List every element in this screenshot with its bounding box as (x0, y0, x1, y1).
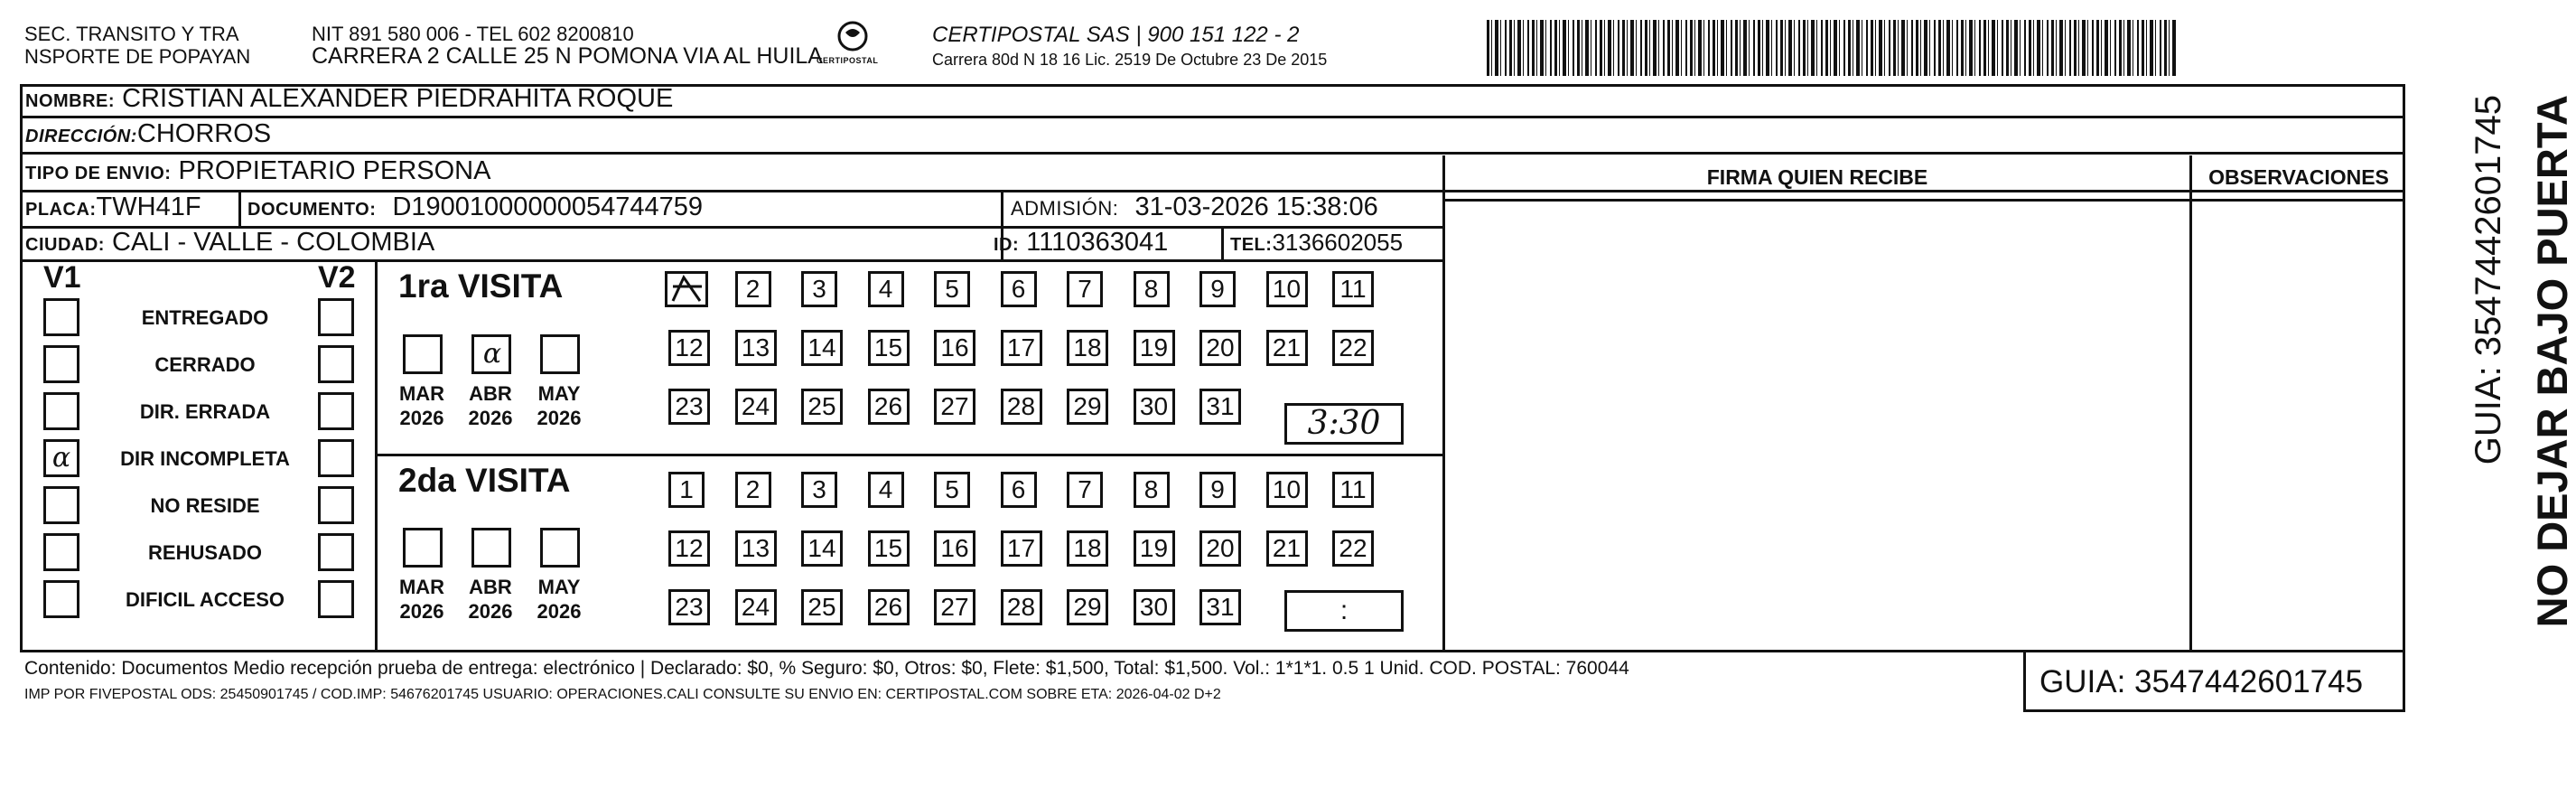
address-line: CARRERA 2 CALLE 25 N POMONA VIA AL HUILA (312, 43, 823, 69)
month-label (393, 575, 451, 624)
month-checkbox[interactable] (471, 334, 511, 374)
day-box[interactable]: 22 (1332, 530, 1374, 567)
month-year: 2026 (468, 600, 513, 623)
day-box[interactable]: 30 (1134, 389, 1175, 425)
license-line: Carrera 80d N 18 16 Lic. 2519 De Octubre 23 De 2015 (932, 51, 1328, 69)
day-box[interactable]: 30 (1134, 589, 1175, 625)
crossed-out-mark-icon (667, 274, 705, 305)
status-label: DIFICIL ACCESO (125, 588, 285, 611)
carrier-info (932, 23, 1327, 71)
v2-checkbox[interactable] (318, 580, 354, 618)
v2-checkbox[interactable] (318, 392, 354, 430)
month-label (462, 381, 519, 430)
month-name: MAY (537, 576, 581, 598)
admision-field (1011, 193, 1378, 222)
day-box[interactable]: 27 (934, 589, 975, 625)
handwritten-check-mark: α (482, 338, 502, 370)
day-box[interactable]: 9 (1199, 472, 1236, 508)
id-value: 1110363041 (1026, 228, 1169, 257)
day-box[interactable]: 1 (668, 472, 705, 508)
day-box[interactable]: 18 (1067, 530, 1108, 567)
month-checkbox[interactable] (403, 528, 443, 568)
day-box[interactable]: 20 (1199, 530, 1241, 567)
v2-checkbox[interactable] (318, 486, 354, 524)
day-box[interactable]: 21 (1266, 530, 1308, 567)
day-box[interactable]: 13 (735, 530, 777, 567)
day-box[interactable]: 14 (801, 530, 843, 567)
month-year: 2026 (537, 407, 582, 429)
v1-checkbox[interactable] (43, 533, 79, 571)
documento-label: DOCUMENTO: (247, 200, 377, 220)
rule-placa-split (238, 190, 241, 226)
day-box[interactable]: 10 (1266, 271, 1308, 307)
day-box[interactable]: 6 (1001, 271, 1037, 307)
day-box[interactable]: 4 (868, 271, 904, 307)
month-year: 2026 (399, 407, 444, 429)
placa-field (25, 193, 201, 223)
carrier-line: CERTIPOSTAL SAS | 900 151 122 - 2 (932, 23, 1300, 47)
v2-checkbox[interactable] (318, 298, 354, 336)
direccion-label: DIRECCIÓN: (25, 127, 137, 146)
nombre-field (25, 85, 673, 115)
admision-label: ADMISIÓN: (1011, 197, 1119, 220)
nombre-label: NOMBRE: (25, 91, 116, 111)
day-box[interactable] (665, 271, 708, 307)
status-label: NO RESIDE (150, 494, 260, 517)
rule-firma-header (1442, 199, 2405, 202)
org-contact (312, 23, 823, 68)
firma-header: FIRMA QUIEN RECIBE (1706, 165, 1928, 189)
visit1-time-box[interactable] (1284, 403, 1404, 445)
admision-value: 31-03-2026 15:38:06 (1134, 192, 1378, 221)
day-box[interactable]: 12 (668, 330, 710, 366)
footer-guia: GUIA: 3547442601745 (2039, 664, 2364, 699)
certipostal-logo (811, 20, 883, 70)
rule-ciudad (20, 259, 1445, 262)
tipo-value: PROPIETARIO PERSONA (178, 156, 491, 185)
day-box[interactable]: 12 (668, 530, 710, 567)
day-box[interactable]: 15 (868, 330, 910, 366)
day-box[interactable]: 19 (1134, 530, 1175, 567)
day-box[interactable]: 26 (868, 589, 910, 625)
nit-line: NIT 891 580 006 - TEL 602 8200810 (312, 23, 634, 45)
rule-direccion (20, 152, 2405, 155)
org-line-1: SEC. TRANSITO Y TRA (24, 23, 239, 45)
footer-imp: IMP POR FIVEPOSTAL ODS: 25450901745 / COD.IMP: 54676201745 USUARIO: OPERACIONES.CALI CONSULTE SU ENVIO EN: CERTIPOSTAL.COM SOBRE ETA: 2026-04-02 D+2 (24, 687, 1221, 702)
ciudad-field (25, 229, 434, 258)
v1-checkbox[interactable] (43, 345, 79, 383)
day-box[interactable]: 23 (668, 389, 710, 425)
rule-firma-left (1442, 155, 1445, 652)
side-warning: NO DEJAR BAJO PUERTA (2528, 95, 2576, 628)
month-checkbox[interactable] (540, 528, 580, 568)
day-box[interactable]: 8 (1134, 271, 1170, 307)
rule-status-right (375, 259, 378, 652)
month-label (462, 575, 519, 624)
status-label: REHUSADO (148, 541, 262, 564)
status-label: DIR INCOMPLETA (120, 447, 290, 470)
v1-label: V1 (43, 260, 81, 295)
day-box[interactable]: 11 (1332, 271, 1374, 307)
rule-visit-split (378, 454, 1445, 456)
month-year: 2026 (468, 407, 513, 429)
day-box[interactable]: 11 (1332, 472, 1374, 508)
day-box[interactable]: 17 (1001, 530, 1042, 567)
month-name: MAY (537, 382, 581, 405)
day-box[interactable]: 14 (801, 330, 843, 366)
day-box[interactable]: 6 (1001, 472, 1037, 508)
observaciones-header: OBSERVACIONES (2208, 165, 2389, 189)
day-box[interactable]: 3 (801, 271, 837, 307)
month-checkbox[interactable] (403, 334, 443, 374)
day-box[interactable]: 13 (735, 330, 777, 366)
tel-field (1230, 229, 1403, 258)
month-name: MAR (398, 382, 445, 405)
day-box[interactable]: 5 (934, 271, 970, 307)
placa-value: TWH41F (96, 192, 201, 221)
barcode (1487, 20, 2177, 76)
day-box[interactable]: 3 (801, 472, 837, 508)
ciudad-label: CIUDAD: (25, 235, 105, 255)
day-box[interactable]: 28 (1001, 389, 1042, 425)
visit2-time-box[interactable] (1284, 590, 1404, 632)
rule-obs-left (2189, 155, 2192, 652)
month-year: 2026 (399, 600, 444, 623)
observaciones-area[interactable] (2193, 202, 2404, 649)
day-box[interactable]: 19 (1134, 330, 1175, 366)
firma-area[interactable] (1446, 202, 2189, 649)
visit2-time: : (1339, 596, 1349, 625)
ciudad-value: CALI - VALLE - COLOMBIA (112, 228, 435, 257)
day-box[interactable]: 21 (1266, 330, 1308, 366)
day-box[interactable]: 25 (801, 389, 843, 425)
month-checkbox[interactable] (471, 528, 511, 568)
month-name: ABR (469, 576, 512, 598)
day-box[interactable]: 23 (668, 589, 710, 625)
tel-value: 3136602055 (1272, 229, 1404, 256)
day-box[interactable]: 27 (934, 389, 975, 425)
tipo-label: TIPO DE ENVIO: (25, 164, 172, 183)
day-box[interactable]: 2 (735, 472, 771, 508)
month-year: 2026 (537, 600, 582, 623)
day-box[interactable]: 24 (735, 589, 777, 625)
day-box[interactable]: 31 (1199, 389, 1241, 425)
footer-contenido: Contenido: Documentos Medio recepción prueba de entrega: electrónico | Declarado: $0, % Seguro: $0, Otros: $0, Flete: $1,500, Total: $1,500. Vol.: 1*1*1. 0.5 1 Unid. COD. POSTAL: 760044 (24, 658, 1629, 679)
id-field (994, 229, 1168, 258)
documento-field (247, 193, 703, 223)
org-line-2: NSPORTE DE POPAYAN (24, 45, 251, 68)
day-box[interactable]: 22 (1332, 330, 1374, 366)
month-name: ABR (469, 382, 512, 405)
day-box[interactable]: 5 (934, 472, 970, 508)
v2-label: V2 (318, 260, 356, 295)
day-box[interactable]: 26 (868, 389, 910, 425)
visit2-title: 2da VISITA (398, 462, 571, 499)
id-label: ID: (994, 235, 1020, 255)
v1-checkbox[interactable] (43, 486, 79, 524)
side-guia: GUIA: 3547442601745 (2469, 95, 2508, 465)
month-label (530, 381, 588, 430)
day-box[interactable]: 29 (1067, 389, 1108, 425)
month-label (530, 575, 588, 624)
status-label: ENTREGADO (141, 306, 269, 329)
day-box[interactable]: 8 (1134, 472, 1170, 508)
day-box[interactable]: 15 (868, 530, 910, 567)
day-box[interactable]: 16 (934, 530, 975, 567)
day-box[interactable]: 9 (1199, 271, 1236, 307)
day-box[interactable]: 16 (934, 330, 975, 366)
day-box[interactable]: 7 (1067, 271, 1103, 307)
visit1-time: 3:30 (1307, 405, 1381, 442)
month-label (393, 381, 451, 430)
month-name: MAR (398, 576, 445, 598)
direccion-field (25, 120, 271, 150)
v1-checkbox[interactable] (43, 580, 79, 618)
v2-checkbox[interactable] (318, 345, 354, 383)
tel-label: TEL: (1230, 235, 1273, 255)
day-box[interactable]: 7 (1067, 472, 1103, 508)
v2-checkbox[interactable] (318, 439, 354, 477)
status-label: CERRADO (154, 353, 256, 376)
v1-checkbox[interactable] (43, 439, 79, 477)
direccion-value: CHORROS (136, 119, 272, 148)
day-box[interactable]: 25 (801, 589, 843, 625)
status-label: DIR. ERRADA (139, 400, 271, 423)
logo-text: CERTIPOSTAL (817, 56, 879, 65)
placa-label: PLACA: (25, 200, 97, 220)
day-box[interactable]: 4 (868, 472, 904, 508)
documento-value: D19001000000054744759 (392, 192, 703, 221)
day-box[interactable]: 29 (1067, 589, 1108, 625)
org-name (24, 23, 250, 68)
v1-checkbox[interactable] (43, 392, 79, 430)
day-box[interactable]: 10 (1266, 472, 1308, 508)
tipo-field (25, 157, 490, 187)
day-box[interactable]: 24 (735, 389, 777, 425)
day-box[interactable]: 17 (1001, 330, 1042, 366)
handwritten-check-mark: α (51, 442, 71, 474)
day-box[interactable]: 28 (1001, 589, 1042, 625)
nombre-value: CRISTIAN ALEXANDER PIEDRAHITA ROQUE (122, 84, 674, 113)
day-box[interactable]: 20 (1199, 330, 1241, 366)
day-box[interactable]: 31 (1199, 589, 1241, 625)
day-box[interactable]: 2 (735, 271, 771, 307)
v2-checkbox[interactable] (318, 533, 354, 571)
month-checkbox[interactable] (540, 334, 580, 374)
rule-tel-split (1221, 226, 1224, 262)
rule-nombre (20, 116, 2405, 118)
day-box[interactable]: 18 (1067, 330, 1108, 366)
v1-checkbox[interactable] (43, 298, 79, 336)
visit1-title: 1ra VISITA (398, 267, 564, 305)
